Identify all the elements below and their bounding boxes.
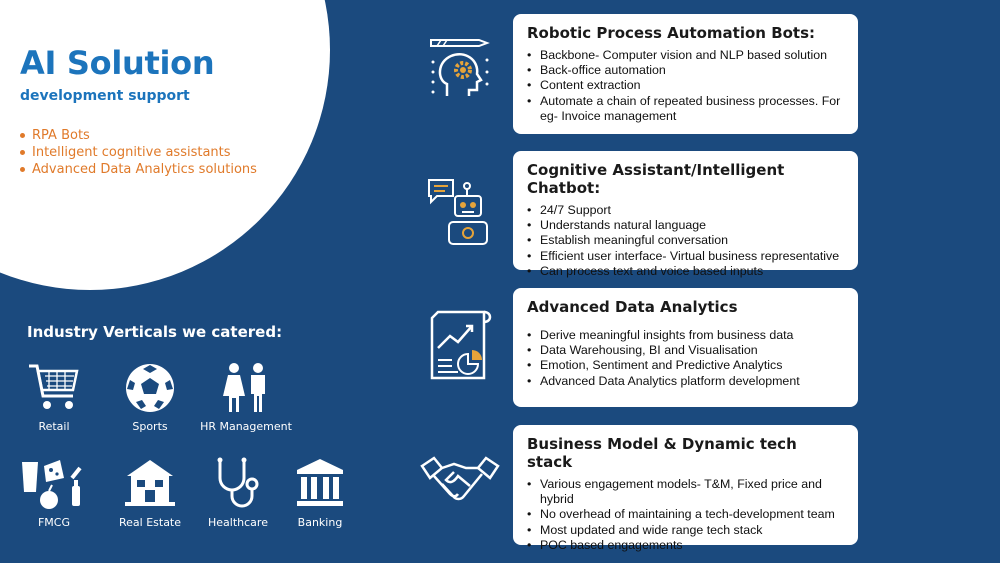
hero-bullet-list bbox=[20, 127, 257, 178]
card-point: • Various engagement models- T&M, Fixed price and hybrid bbox=[527, 477, 844, 507]
bank-icon bbox=[293, 456, 347, 510]
industry-label: Healthcare bbox=[208, 516, 268, 529]
industry-label: Sports bbox=[132, 420, 168, 433]
groceries-icon bbox=[18, 456, 90, 510]
industry-real-estate bbox=[100, 456, 200, 529]
house-icon bbox=[123, 456, 177, 510]
card-title: Advanced Data Analytics bbox=[527, 298, 738, 316]
hero-bullet: Advanced Data Analytics solutions bbox=[20, 161, 257, 178]
industry-label: Retail bbox=[38, 420, 70, 433]
card-title: Business Model & Dynamic tech stack bbox=[527, 435, 797, 471]
people-icon bbox=[218, 362, 274, 414]
card-point: • Advanced Data Analytics platform development bbox=[527, 374, 844, 389]
card-title: Robotic Process Automation Bots: bbox=[527, 24, 816, 42]
card-point: • Emotion, Sentiment and Predictive Analytics bbox=[527, 358, 844, 373]
industry-fmcg bbox=[4, 456, 104, 529]
card-point: • 24/7 Support bbox=[527, 203, 844, 218]
bullet-dot-icon bbox=[20, 133, 25, 138]
analytics-report-icon bbox=[428, 308, 498, 382]
card-point: • Understands natural language bbox=[527, 218, 844, 233]
industry-label: Banking bbox=[297, 516, 343, 529]
card-point: • Backbone- Computer vision and NLP based solution bbox=[527, 48, 844, 63]
chatbot-icon bbox=[425, 176, 491, 248]
industry-label: HR Management bbox=[200, 420, 292, 433]
industry-heading: Industry Verticals we catered: bbox=[27, 323, 283, 341]
card-point: • Can process text and voice based inputs bbox=[527, 264, 844, 279]
industry-hr-management bbox=[196, 362, 296, 433]
shopping-cart-icon bbox=[27, 362, 81, 414]
head-gear-icon bbox=[425, 32, 493, 100]
hero-bullet: Intelligent cognitive assistants bbox=[20, 144, 257, 161]
card-points bbox=[527, 203, 844, 279]
handshake-icon bbox=[420, 452, 500, 512]
card-point: • Derive meaningful insights from business data bbox=[527, 328, 844, 343]
card-point: • Content extraction bbox=[527, 78, 844, 93]
card-point: • Efficient user interface- Virtual business representative bbox=[527, 249, 844, 264]
stethoscope-icon bbox=[208, 456, 268, 510]
industry-sports bbox=[100, 362, 200, 433]
industry-label: FMCG bbox=[37, 516, 71, 529]
industry-banking bbox=[270, 456, 370, 529]
card-point: • Establish meaningful conversation bbox=[527, 233, 844, 248]
page-subtitle: development support bbox=[20, 88, 190, 104]
bullet-dot-icon bbox=[20, 167, 25, 172]
soccer-ball-icon bbox=[124, 362, 176, 414]
feature-card-business-model bbox=[513, 425, 858, 552]
feature-card-rpa bbox=[513, 14, 858, 134]
card-points bbox=[527, 48, 844, 124]
industry-label: Real Estate bbox=[118, 516, 182, 529]
card-points bbox=[527, 328, 844, 389]
page-title: AI Solution bbox=[20, 44, 215, 82]
card-title: Cognitive Assistant/Intelligent Chatbot: bbox=[527, 161, 785, 197]
hero-bullet: RPA Bots bbox=[20, 127, 257, 144]
card-point: • Most updated and wide range tech stack bbox=[527, 523, 844, 538]
card-point: • No overhead of maintaining a tech-development team bbox=[527, 507, 844, 522]
feature-card-analytics bbox=[513, 288, 858, 407]
card-point: • Automate a chain of repeated business processes. For eg- Invoice management bbox=[527, 94, 844, 124]
feature-card-chatbot bbox=[513, 151, 858, 278]
card-points bbox=[527, 477, 844, 553]
bullet-dot-icon bbox=[20, 150, 25, 155]
card-point: • Back-office automation bbox=[527, 63, 844, 78]
card-point: • POC based engagements bbox=[527, 538, 844, 553]
industry-retail bbox=[4, 362, 104, 433]
card-point: • Data Warehousing, BI and Visualisation bbox=[527, 343, 844, 358]
